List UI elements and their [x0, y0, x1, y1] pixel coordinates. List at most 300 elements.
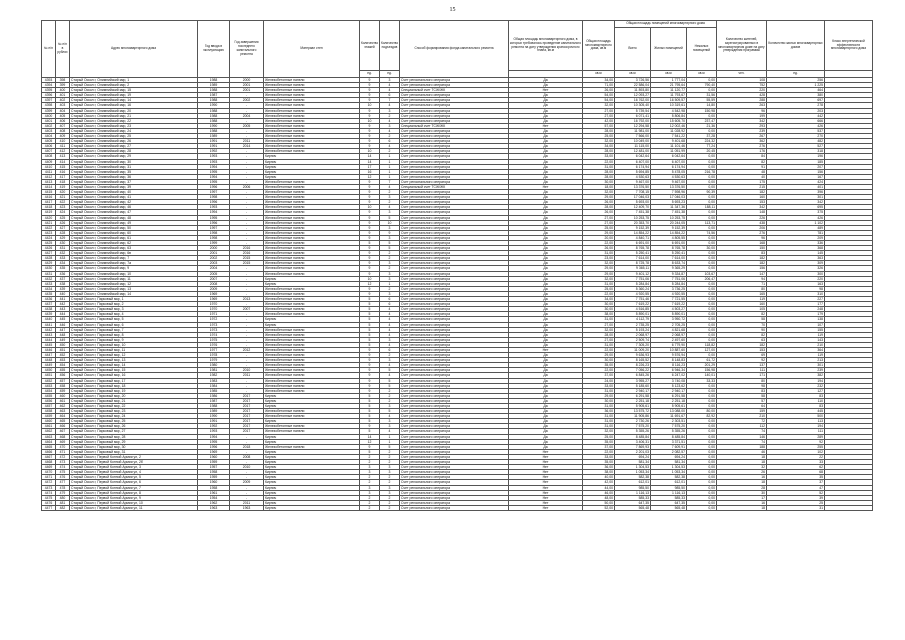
cell-entrances: 4 [380, 317, 400, 322]
unit-sqm: кв.м [615, 71, 651, 78]
cell-residents: 153 [717, 347, 767, 352]
cell-wall: Железобетонные панели [264, 123, 360, 128]
cell-floors: 5 [360, 449, 380, 454]
cell-floors: 10 [360, 149, 380, 154]
cell-repair-flag: Да [509, 113, 583, 118]
cell-address: Старый Оскол г, Парковый мкр, 20 [70, 393, 198, 398]
cell-total-area: 57,00 [583, 123, 615, 128]
cell-area-res: 9 467,00 [651, 179, 687, 184]
cell-residents: 18 [717, 480, 767, 485]
cell-area-nonres: 237,47 [687, 118, 717, 123]
cell-fund-method: Счет регионального оператора [400, 230, 509, 235]
cell-wall: Железобетонные панели [264, 353, 360, 358]
cell-year-repair: - [230, 342, 264, 347]
cell-address: Старый Оскол г, Олимпийский мкр, 41 [70, 195, 198, 200]
cell-num-reg: 464 [56, 414, 70, 419]
cell-year-repair: - [230, 210, 264, 215]
cell-num: 4459 [42, 414, 56, 419]
cell-units: 210 [767, 342, 825, 347]
cell-wall: Железобетонные панели [264, 78, 360, 83]
cell-area-nonres: 0,00 [687, 113, 717, 118]
cell-address: Старый Оскол г, Олимпийский мкр, 20 [70, 108, 198, 113]
cell-residents: 293 [717, 123, 767, 128]
cell-total-area: 20,00 [583, 235, 615, 240]
cell-entrances: 4 [380, 332, 400, 337]
cell-total-area: 32,00 [583, 139, 615, 144]
cell-repair-flag: Нет [509, 500, 583, 505]
cell-floors: 5 [360, 393, 380, 398]
cell-num-reg: 468 [56, 434, 70, 439]
cell-year-built: 1994 [198, 174, 230, 179]
cell-entrances: 2 [380, 393, 400, 398]
cell-wall: Кирпич [264, 159, 360, 164]
cell-entrances: 1 [380, 164, 400, 169]
cell-residents: 90 [717, 327, 767, 332]
cell-floors: 3 [360, 470, 380, 475]
cell-entrances: 3 [380, 424, 400, 429]
cell-fund-method: Специальный счет ТСЖ/ЖК [400, 184, 509, 189]
cell-year-repair: - [230, 266, 264, 271]
cell-floors: 5 [360, 327, 380, 332]
cell-entrances: 4 [380, 322, 400, 327]
cell-year-built: 1963 [198, 505, 230, 510]
cell-floors: 9 [360, 353, 380, 358]
cell-area-total: 8 725,78 [615, 261, 651, 266]
cell-entrances: 2 [380, 251, 400, 256]
cell-num-reg: 457 [56, 378, 70, 383]
cell-residents: 72 [717, 419, 767, 424]
cell-num: 4405 [42, 139, 56, 144]
cell-num-reg: 417 [56, 174, 70, 179]
cell-num: 4471 [42, 475, 56, 480]
cell-num-reg: 459 [56, 388, 70, 393]
cell-entrances: 4 [380, 88, 400, 93]
cell-num-reg: 454 [56, 363, 70, 368]
cell-wall: Железобетонные панели [264, 184, 360, 189]
cell-units: 326 [767, 266, 825, 271]
cell-address: Старый Оскол г, Олимпийский мкр, 7 [70, 256, 198, 261]
cell-residents: 175 [717, 179, 767, 184]
cell-area-nonres: 74,56 [687, 230, 717, 235]
cell-year-built: 2003 [198, 261, 230, 266]
cell-year-built: 1987 [198, 93, 230, 98]
cell-residents: 70 [717, 322, 767, 327]
cell-total-area: 44,00 [583, 485, 615, 490]
cell-units: 375 [767, 210, 825, 215]
cell-num: 4467 [42, 454, 56, 459]
cell-units: 196 [767, 154, 825, 159]
cell-fund-method: Счет регионального оператора [400, 332, 509, 337]
cell-address: Старый Оскол г, Парковый мкр, 13 [70, 358, 198, 363]
cell-area-total: 11 009,20 [615, 347, 651, 352]
cell-wall: Кирпич [264, 169, 360, 174]
cell-units: 248 [767, 307, 825, 312]
cell-year-built: 1983 [198, 378, 230, 383]
cell-year-repair: - [230, 383, 264, 388]
cell-num: 4402 [42, 123, 56, 128]
cell-area-nonres: 188,11 [687, 205, 717, 210]
cell-units: 163 [767, 281, 825, 286]
cell-repair-flag: Нет [509, 490, 583, 495]
cell-area-nonres: 0,00 [687, 210, 717, 215]
cell-area-res: 9 334,87 [651, 271, 687, 276]
cell-total-area: 31,00 [583, 251, 615, 256]
cell-address: Старый Оскол г, Парковый мкр, 23 [70, 409, 198, 414]
cell-floors: 2 [360, 500, 380, 505]
cell-entrances: 2 [380, 460, 400, 465]
cell-total-area: 29,00 [583, 353, 615, 358]
cell-year-repair: - [230, 363, 264, 368]
cell-address: Старый Оскол г, Парковый мкр, 28 [70, 434, 198, 439]
cell-entrances: 2 [380, 286, 400, 291]
cell-num: 4411 [42, 169, 56, 174]
cell-area-nonres: 113,71 [687, 220, 717, 225]
cell-floors: 5 [360, 302, 380, 307]
cell-floors: 2 [360, 475, 380, 480]
cell-year-built: 1992 [198, 149, 230, 154]
cell-area-total: 5 193,24 [615, 327, 651, 332]
cell-year-repair: 2000 [230, 78, 264, 83]
cell-wall: Железобетонные панели [264, 108, 360, 113]
cell-entrances: 4 [380, 327, 400, 332]
cell-num-reg: 425 [56, 215, 70, 220]
cell-area-res: 17 046,03 [651, 195, 687, 200]
cell-address: Старый Оскол г, Олимпийский мкр, 6в [70, 251, 198, 256]
cell-entrances: 6 [380, 347, 400, 352]
cell-num-reg: 424 [56, 210, 70, 215]
cell-year-repair: 2011 [230, 500, 264, 505]
cell-total-area: 22,00 [583, 449, 615, 454]
cell-area-res: 5 890,01 [651, 312, 687, 317]
cell-entrances: 3 [380, 276, 400, 281]
cell-address: Старый Оскол г, Олимпийский мкр, 1 [70, 78, 198, 83]
cell-floors: 9 [360, 347, 380, 352]
cell-fund-method: Счет регионального оператора [400, 128, 509, 133]
cell-address: Старый Оскол г, Парковый мкр, 31 [70, 449, 198, 454]
cell-repair-flag: Да [509, 98, 583, 103]
cell-address: Старый Оскол г, Первой Конной Армии ул, 9 [70, 495, 198, 500]
cell-num: 4406 [42, 144, 56, 149]
cell-num: 4424 [42, 235, 56, 240]
cell-area-nonres: 0,00 [687, 404, 717, 409]
cell-entrances: 3 [380, 235, 400, 240]
cell-total-area: 28,00 [583, 149, 615, 154]
cell-num: 4466 [42, 449, 56, 454]
cell-year-repair: 2017 [230, 398, 264, 403]
cell-year-repair: 2016 [230, 251, 264, 256]
cell-area-total: 1 116,13 [615, 490, 651, 495]
cell-entrances: 2 [380, 134, 400, 139]
cell-units: 83 [767, 404, 825, 409]
cell-repair-flag: Нет [509, 88, 583, 93]
cell-area-res: 3 950,72 [651, 317, 687, 322]
cell-year-repair: 2007 [230, 307, 264, 312]
cell-area-nonres: 0,00 [687, 495, 717, 500]
cell-units: 156 [767, 169, 825, 174]
cell-num: 4448 [42, 358, 56, 363]
cell-num: 4409 [42, 159, 56, 164]
cell-area-total: 7 619,22 [615, 302, 651, 307]
cell-entrances: 2 [380, 190, 400, 195]
cell-fund-method: Счет регионального оператора [400, 434, 509, 439]
cell-num: 4463 [42, 434, 56, 439]
cell-area-res: 7 575,20 [651, 424, 687, 429]
cell-fund-method: Счет регионального оператора [400, 439, 509, 444]
cell-units: 39 [767, 495, 825, 500]
cell-fund-method: Счет регионального оператора [400, 261, 509, 266]
cell-area-nonres: 0,00 [687, 256, 717, 261]
cell-area-total: 12 481,00 [615, 149, 651, 154]
cell-address: Старый Оскол г, Парковый мкр, 22 [70, 404, 198, 409]
cell-area-nonres: 0,00 [687, 179, 717, 184]
cell-area-res: 21 795,64 [651, 83, 687, 88]
cell-fund-method: Счет регионального оператора [400, 465, 509, 470]
cell-units: 255 [767, 444, 825, 449]
cell-year-repair: - [230, 93, 264, 98]
cell-area-nonres: 0,00 [687, 500, 717, 505]
cell-num-reg: 436 [56, 271, 70, 276]
cell-area-nonres: 0,00 [687, 200, 717, 205]
housing-register-table [41, 20, 873, 511]
cell-num-reg: 444 [56, 312, 70, 317]
cell-units: 143 [767, 337, 825, 342]
cell-residents: 58 [717, 393, 767, 398]
cell-num: 4441 [42, 322, 56, 327]
cell-area-nonres: 0,00 [687, 312, 717, 317]
cell-repair-flag: Да [509, 429, 583, 434]
cell-residents: 63 [717, 337, 767, 342]
cell-residents: 438 [717, 220, 767, 225]
cell-year-built: 1996 [198, 200, 230, 205]
cell-total-area: 37,00 [583, 444, 615, 449]
cell-fund-method: Счет регионального оператора [400, 205, 509, 210]
cell-year-repair: - [230, 317, 264, 322]
cell-entrances: 3 [380, 358, 400, 363]
cell-repair-flag: Да [509, 378, 583, 383]
cell-residents: 210 [717, 414, 767, 419]
cell-area-total: 5 739,54 [615, 108, 651, 113]
cell-area-nonres: 0,00 [687, 128, 717, 133]
cell-year-repair: - [230, 439, 264, 444]
cell-entrances: 1 [380, 169, 400, 174]
cell-area-nonres: 0,00 [687, 261, 717, 266]
cell-area-total: 22 586,04 [615, 83, 651, 88]
cell-num-reg: 430 [56, 241, 70, 246]
cell-total-area: 29,00 [583, 195, 615, 200]
cell-area-res: 10 887,60 [651, 347, 687, 352]
cell-address: Старый Оскол г, Первой Конной Армии ул, 3 [70, 465, 198, 470]
cell-num: 4476 [42, 500, 56, 505]
cell-area-total: 3 726,56 [615, 78, 651, 83]
cell-floors: 2 [360, 454, 380, 459]
cell-total-area: 35,00 [583, 439, 615, 444]
cell-num: 4442 [42, 327, 56, 332]
cell-area-res: 8 633,74 [651, 261, 687, 266]
cell-total-area: 32,00 [583, 276, 615, 281]
cell-fund-method: Счет регионального оператора [400, 424, 509, 429]
cell-entrances: 4 [380, 363, 400, 368]
cell-repair-flag: Да [509, 235, 583, 240]
cell-floors: 9 [360, 225, 380, 230]
cell-total-area: 18,00 [583, 184, 615, 189]
cell-entrances: 7 [380, 179, 400, 184]
header-entrances: Количество подъездов [380, 21, 400, 71]
cell-area-total: 5 250,41 [615, 251, 651, 256]
cell-wall: Железобетонные панели [264, 113, 360, 118]
cell-address: Старый Оскол г, Парковый мкр, 9 [70, 337, 198, 342]
cell-residents: 84 [717, 154, 767, 159]
cell-floors: 17 [360, 164, 380, 169]
cell-num: 4399 [42, 108, 56, 113]
cell-area-nonres: 206,47 [687, 276, 717, 281]
cell-wall: Железобетонные панели [264, 144, 360, 149]
cell-units: 31 [767, 505, 825, 510]
cell-repair-flag: Да [509, 398, 583, 403]
cell-num: 4444 [42, 337, 56, 342]
cell-num: 4430 [42, 266, 56, 271]
cell-year-repair: - [230, 470, 264, 475]
cell-num-reg: 432 [56, 251, 70, 256]
cell-year-repair: - [230, 149, 264, 154]
cell-area-res: 5 355,26 [651, 429, 687, 434]
cell-num: 4449 [42, 363, 56, 368]
cell-fund-method: Счет регионального оператора [400, 327, 509, 332]
cell-entrances: 5 [380, 368, 400, 373]
cell-area-total: 20 353,70 [615, 220, 651, 225]
cell-num-reg: 398 [56, 78, 70, 83]
cell-area-nonres: 0,00 [687, 159, 717, 164]
cell-address: Старый Оскол г, Парковый мкр, 26 [70, 424, 198, 429]
cell-floors: 9 [360, 378, 380, 383]
cell-area-total: 11 893,80 [615, 88, 651, 93]
cell-wall: Железобетонные панели [264, 286, 360, 291]
cell-repair-flag: Нет [509, 495, 583, 500]
cell-floors: 3 [360, 465, 380, 470]
cell-floors: 9 [360, 271, 380, 276]
cell-fund-method: Счет регионального оператора [400, 460, 509, 465]
cell-address: Старый Оскол г, Олимпийский мкр, 19 [70, 93, 198, 98]
cell-total-area: 32,00 [583, 261, 615, 266]
cell-area-res: 4 805,55 [651, 235, 687, 240]
cell-residents: 160 [717, 195, 767, 200]
cell-num: 4426 [42, 246, 56, 251]
cell-wall: Железобетонные панели [264, 103, 360, 108]
cell-num: 4464 [42, 439, 56, 444]
cell-num: 4393 [42, 78, 56, 83]
cell-area-res: 694,24 [651, 454, 687, 459]
cell-year-repair: - [230, 179, 264, 184]
cell-area-res: 11 028,92 [651, 128, 687, 133]
cell-residents: 96 [717, 108, 767, 113]
cell-repair-flag: Да [509, 139, 583, 144]
cell-num: 4419 [42, 210, 56, 215]
cell-year-built: 2000 [198, 246, 230, 251]
cell-fund-method: Счет регионального оператора [400, 505, 509, 510]
cell-num-reg: 399 [56, 83, 70, 88]
cell-address: Старый Оскол г, Олимпийский мкр, 49 [70, 220, 198, 225]
cell-total-area: 30,00 [583, 307, 615, 312]
cell-address: Старый Оскол г, Олимпийский мкр, 39 [70, 184, 198, 189]
cell-address: Старый Оскол г, Парковый мкр, 25 [70, 419, 198, 424]
cell-total-area: 31,00 [583, 404, 615, 409]
cell-repair-flag: Да [509, 83, 583, 88]
cell-area-res: 6 174,94 [651, 164, 687, 169]
cell-fund-method: Счет регионального оператора [400, 454, 509, 459]
cell-year-built: 1988 [198, 118, 230, 123]
header-repair-group: Общая площадь многоквартирного дома, в которых требовалось проведение капитального ремонта на дату утверждения краткосрочного плана, кв.м [509, 21, 583, 71]
cell-units: 310 [767, 291, 825, 296]
cell-area-total: 6 407,00 [615, 159, 651, 164]
cell-floors: 12 [360, 174, 380, 179]
cell-num: 4408 [42, 154, 56, 159]
cell-address: Старый Оскол г, Парковый мкр, 8 [70, 332, 198, 337]
cell-repair-flag: Нет [509, 470, 583, 475]
cell-area-nonres: 216,78 [687, 169, 717, 174]
header-area-residential: Жилых помещений [651, 28, 687, 71]
cell-fund-method: Счет регионального оператора [400, 337, 509, 342]
cell-residents: 80 [717, 286, 767, 291]
cell-area-nonres: 0,00 [687, 281, 717, 286]
cell-num-reg: 426 [56, 220, 70, 225]
cell-residents: 220 [717, 88, 767, 93]
cell-units: 83 [767, 393, 825, 398]
header-floors: Количество этажей [360, 21, 380, 71]
cell-area-res: 14 854,22 [651, 230, 687, 235]
cell-area-nonres: 20,45 [687, 149, 717, 154]
cell-area-res: 9 152,39 [651, 225, 687, 230]
cell-units: 368 [767, 246, 825, 251]
cell-area-total: 7 708,15 [615, 190, 651, 195]
cell-area-total: 2 735,25 [615, 322, 651, 327]
unit-sqm: кв.м [583, 71, 615, 78]
cell-total-area: 33,00 [583, 454, 615, 459]
cell-address: Старый Оскол г, Олимпийский мкр, 40 [70, 190, 198, 195]
cell-area-nonres: 0,00 [687, 398, 717, 403]
cell-wall: Железобетонные панели [264, 235, 360, 240]
cell-year-repair: 2015 [230, 261, 264, 266]
cell-residents: 165 [717, 291, 767, 296]
cell-address: Старый Оскол г, Парковый мкр, 3 [70, 307, 198, 312]
cell-wall: Кирпич [264, 322, 360, 327]
cell-address: Старый Оскол г, Олимпийский мкр, 23 [70, 123, 198, 128]
cell-num-reg: 401 [56, 93, 70, 98]
cell-total-area: 29,00 [583, 271, 615, 276]
cell-year-built: 1988 [198, 113, 230, 118]
cell-num-reg: 463 [56, 409, 70, 414]
cell-floors: 3 [360, 490, 380, 495]
cell-year-repair: - [230, 118, 264, 123]
header-units: Количество жилых многоквартирных домов [767, 21, 825, 71]
cell-area-res: 2 497,60 [651, 337, 687, 342]
cell-area-nonres: 80,00 [687, 409, 717, 414]
cell-year-repair: - [230, 200, 264, 205]
cell-residents: 16 [717, 475, 767, 480]
cell-area-res: 10 253,75 [651, 215, 687, 220]
cell-num: 4458 [42, 409, 56, 414]
cell-entrances: 2 [380, 500, 400, 505]
cell-floors: 5 [360, 307, 380, 312]
cell-num: 4456 [42, 398, 56, 403]
cell-year-built: 1999 [198, 241, 230, 246]
cell-area-total: 5 185,60 [615, 383, 651, 388]
cell-num-reg: 400 [56, 88, 70, 93]
cell-area-res: 11 347,36 [651, 205, 687, 210]
cell-repair-flag: Да [509, 134, 583, 139]
cell-floors: 9 [360, 235, 380, 240]
cell-address: Старый Оскол г, Первой Конной Армии ул, 7 [70, 485, 198, 490]
cell-repair-flag: Да [509, 220, 583, 225]
cell-area-total: 5 694,85 [615, 169, 651, 174]
